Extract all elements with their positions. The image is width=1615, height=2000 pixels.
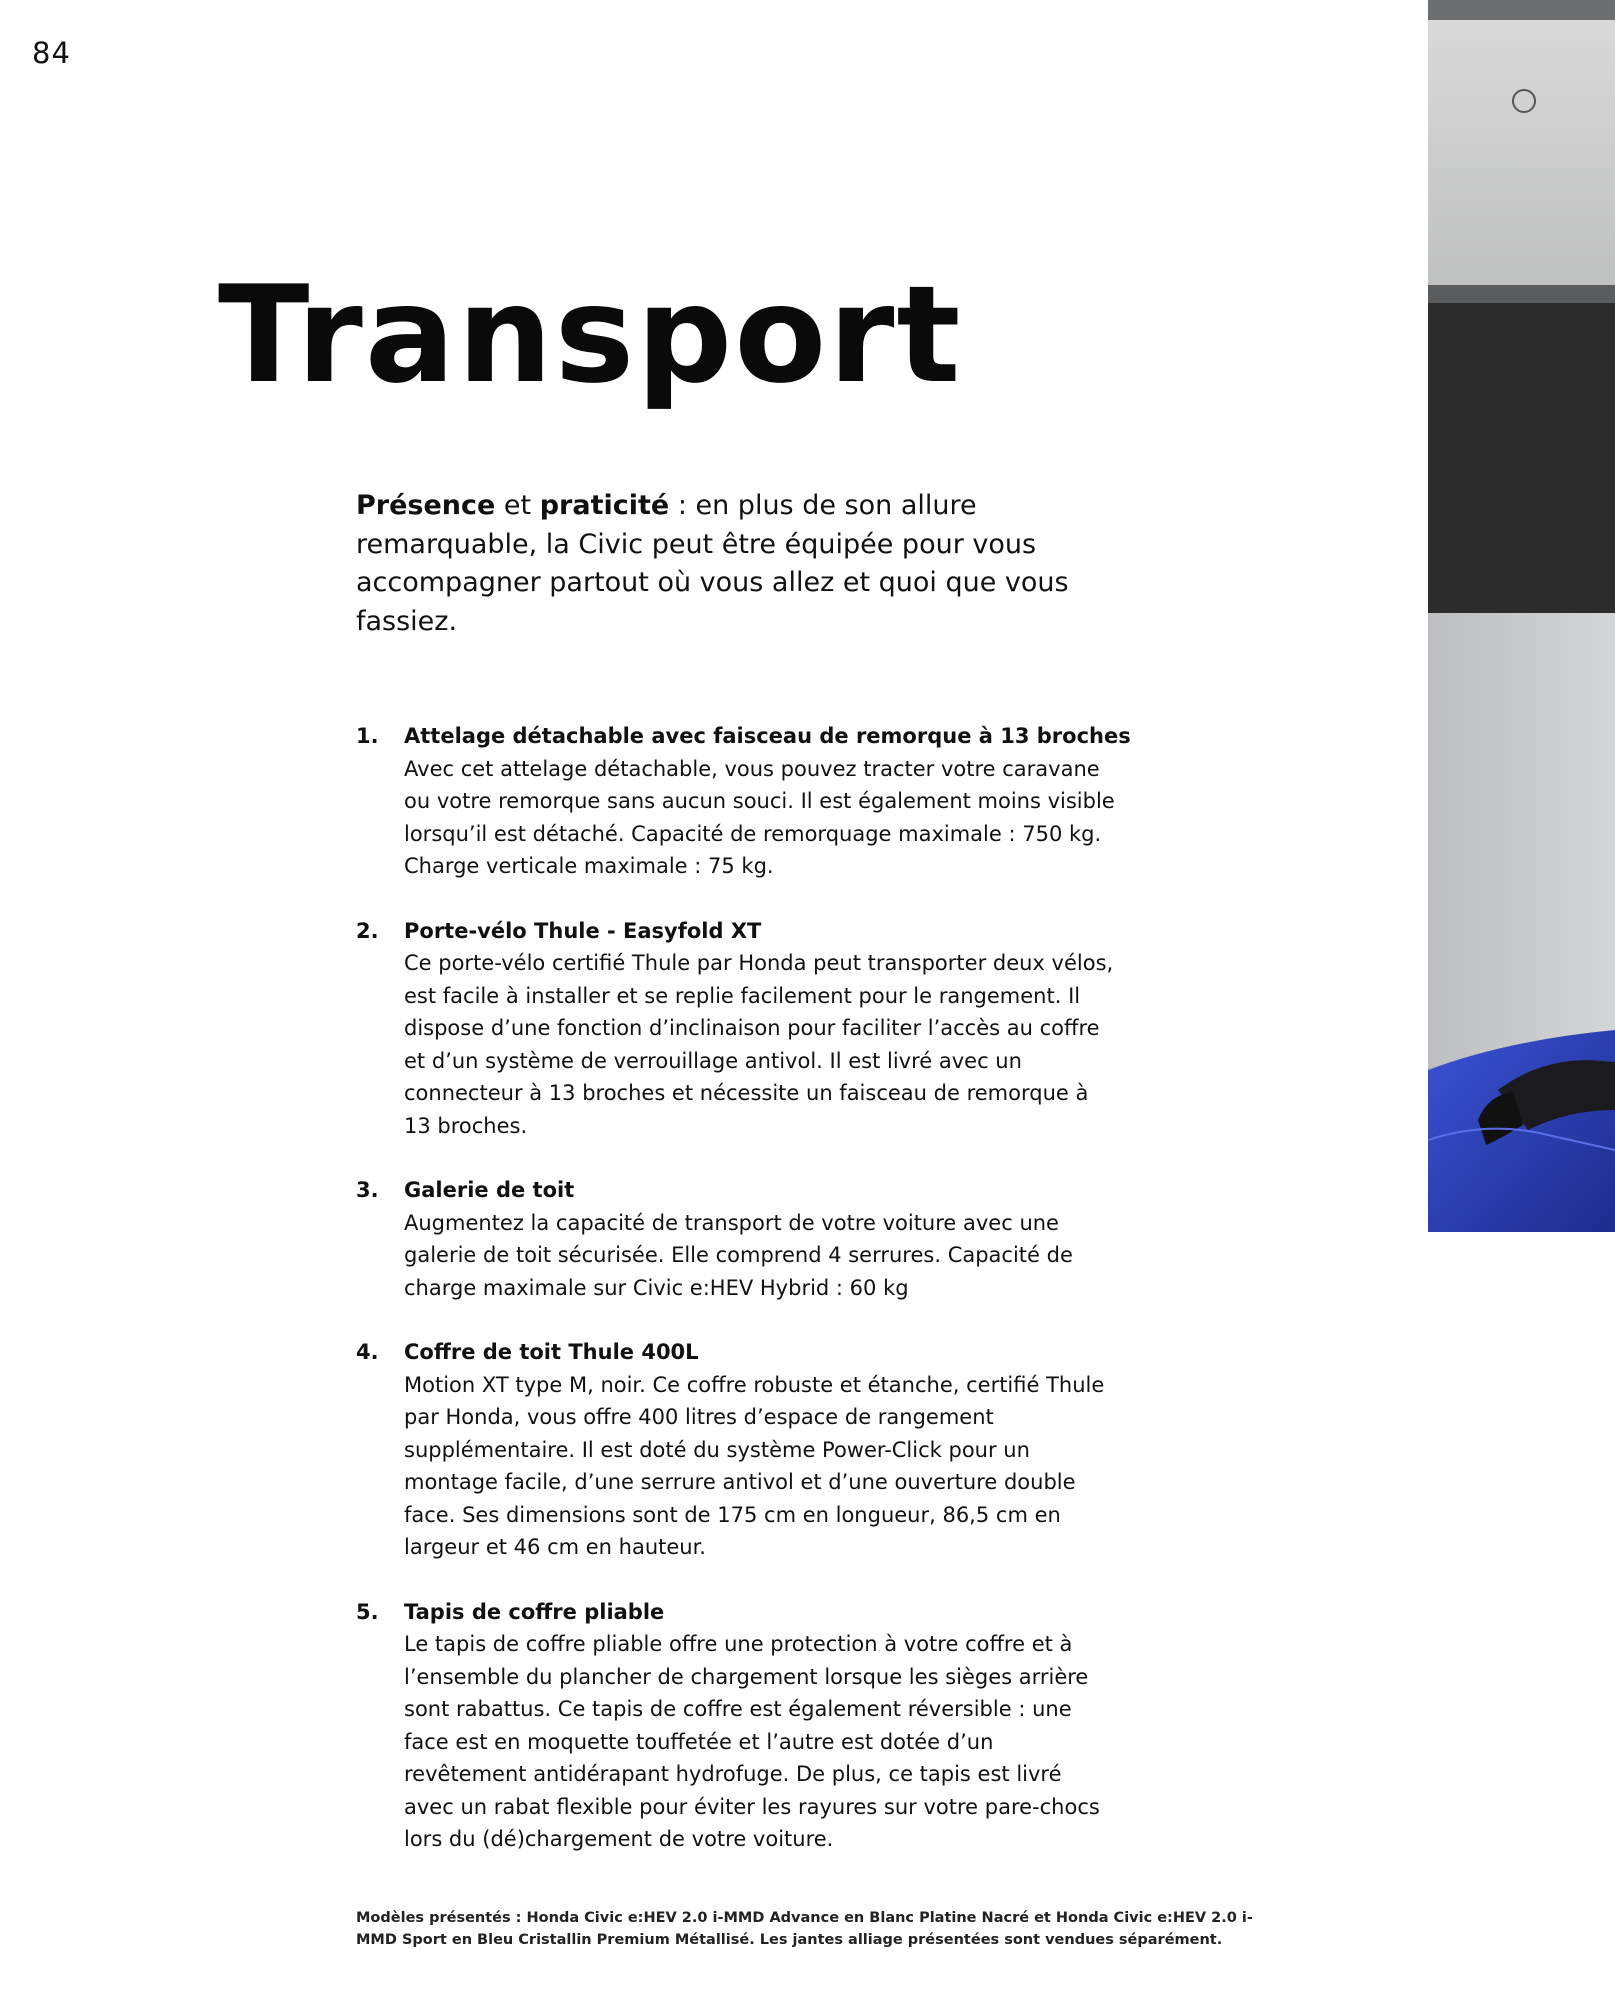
feature-item [356,1336,1116,1564]
feature-description: Motion XT type M, noir. Ce coffre robuste et étanche, certifié Thule par Honda, vous offre 400 litres d’espace de rangement supplémentaire. Il est doté du système Power-Click pour un montage facile, d’une serrure antivol et d’une ouverture double face. Ses dimensions sont de 175 cm en longueur, 86,5 cm en largeur et 46 cm en hauteur. [404,1372,1105,1559]
intro-connector: et [495,490,540,521]
feature-title: Attelage détachable avec faisceau de remorque à 13 broches [404,724,1131,748]
feature-number: 4. [356,1340,379,1364]
car-photo [1428,0,1615,1232]
page-number: 84 [32,36,71,70]
feature-item [356,1174,1116,1304]
feature-item [356,915,1116,1143]
feature-title: Porte-vélo Thule - Easyfold XT [404,918,762,943]
car-garage-image [1428,0,1615,1232]
feature-item [356,720,1131,883]
intro-paragraph [356,487,1116,641]
feature-number: 3. [356,1178,379,1202]
intro-bold-presence: Présence [356,490,496,521]
feature-item [356,1596,1116,1856]
footnote: Modèles présentés : Honda Civic e:HEV 2.0 i-MMD Advance en Blanc Platine Nacré et Honda Civic e:HEV 2.0 i-MMD Sport en Bleu Cristallin Premium Métallisé. Les jantes alliage présentées sont vendues séparément. [356,1910,1253,1948]
intro-body: : en plus de son allure remarquable, la Civic peut être équipée pour vous accompagner partout où vous allez et quoi que vous fassiez. [356,490,1069,637]
feature-title: Tapis de coffre pliable [404,1599,665,1624]
feature-number: 2. [356,918,379,943]
feature-description: Ce porte-vélo certifié Thule par Honda peut transporter deux vélos, est facile à installer et se replie facilement pour le rangement. Il dispose d’une fonction d’inclinaison pour faciliter l’accès au coffre et d’un système de verrouillage antivol. Il est livré avec un connecteur à 13 broches et nécessite un faisceau de remorque à 13 broches. [404,951,1114,1138]
feature-description: Augmentez la capacité de transport de votre voiture avec une galerie de toit sécurisée. Elle comprend 4 serrures. Capacité de charge maximale sur Civic e:HEV Hybrid : 60 kg [404,1210,1073,1300]
feature-title: Coffre de toit Thule 400L [404,1340,699,1364]
page-title: Transport [218,257,963,413]
feature-list [356,720,1131,1888]
feature-description: Avec cet attelage détachable, vous pouvez tracter votre caravane ou votre remorque sans aucun souci. Il est également moins visible lorsqu’il est détaché. Capacité de remorquage maximale : 750 kg. Charge verticale maximale : 75 kg. [404,756,1115,878]
feature-number: 1. [356,724,379,748]
feature-description: Le tapis de coffre pliable offre une protection à votre coffre et à l’ensemble du plancher de chargement lorsque les sièges arrière sont rabattus. Ce tapis de coffre est également réversible : une face est en moquette touffetée et l’autre est dotée d’un revêtement antidérapant hydrofuge. De plus, ce tapis est livré avec un rabat flexible pour éviter les rayures sur votre pare-chocs lors du (dé)chargement de votre voiture. [404,1632,1100,1851]
intro-bold-praticite: praticité [539,490,670,521]
feature-title: Galerie de toit [404,1178,575,1202]
feature-number: 5. [356,1599,379,1624]
